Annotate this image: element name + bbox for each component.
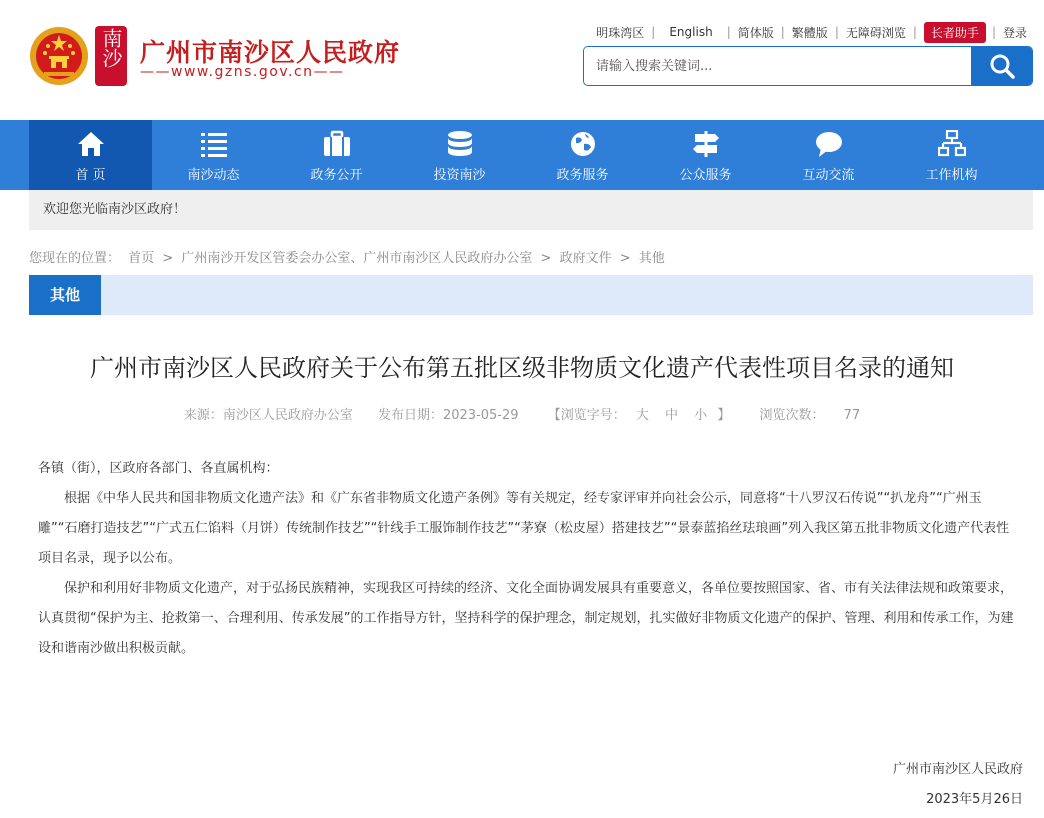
nansha-seal-logo [95, 26, 127, 86]
paragraph: 保护和利用好非物质文化遗产，对于弘扬民族精神，实现我区可持续的经济、文化全面协调发展具有重要意义，各单位要按照国家、省、市有关法律法规和政策要求，认真贯彻“保护为主、抢救第一、合理利用、传承发展”的工作指导方针，坚持科学的保护理念，制定规划，扎实做好非物质文化遗产的保护、管理、利用和传承工作，为建设和谐南沙做出积极贡献。 [38, 581, 1014, 656]
separator: | [726, 25, 731, 39]
article-signature-block [893, 755, 1023, 815]
separator: | [991, 25, 996, 39]
nav-label: 南沙动态 [187, 168, 240, 183]
nav-label: 政务公开 [310, 168, 363, 183]
top-links [589, 21, 1034, 43]
fontsize-close: 】 [717, 408, 731, 423]
signature: 广州市南沙区人民政府 [892, 762, 1023, 777]
nav-item-gov-affairs[interactable] [275, 120, 398, 190]
list-icon [200, 130, 228, 158]
nav-item-agencies[interactable] [890, 120, 1013, 190]
nav-item-home[interactable] [29, 120, 152, 190]
separator: | [780, 25, 785, 39]
toplink-mingzhuwan[interactable]: 明珠湾区 [596, 25, 645, 40]
site-header [0, 0, 1044, 120]
site-title[interactable]: 广州市南沙区人民政府 [140, 38, 401, 67]
toplink-english[interactable]: English [669, 25, 713, 39]
breadcrumb-office[interactable]: 广州南沙开发区管委会办公室、广州市南沙区人民政府办公室 [181, 251, 533, 266]
briefcase-icon [323, 130, 351, 158]
nav-label: 公众服务 [679, 168, 732, 183]
separator: | [912, 25, 917, 39]
nav-item-invest[interactable] [398, 120, 521, 190]
breadcrumb-separator: > [162, 251, 174, 266]
paragraph: 根据《中华人民共和国非物质文化遗产法》和《广东省非物质文化遗产条例》等有关规定，经专家评审并向社会公示，同意将“十八罗汉石传说”“扒龙舟”“广州玉雕”“石磨打造技艺”“广式五仁馅料（月饼）传统制作技艺”“针线手工服饰制作技艺”“茅寮（松皮屋）搭建技艺”“景泰蓝掐丝珐琅画”列入我区第五批非物质文化遗产代表性项目名录，现予以公布。 [38, 491, 1010, 566]
fontsize-large[interactable]: 大 [635, 408, 649, 423]
site-url: ——www.gzns.gov.cn—— [140, 64, 345, 80]
search-icon [989, 53, 1015, 79]
signpost-icon [692, 130, 720, 158]
views-label: 浏览次数： [759, 408, 825, 423]
article-meta [0, 404, 1044, 423]
chat-icon [815, 130, 843, 158]
nav-item-interaction[interactable] [767, 120, 890, 190]
article-source: 来源：南沙区人民政府办公室 [183, 408, 353, 423]
elder-assistant-button[interactable]: 长者助手 [924, 22, 986, 43]
breadcrumb-separator: > [619, 251, 631, 266]
article-date: 发布日期：2023-05-29 [377, 408, 519, 423]
search-button[interactable] [971, 47, 1032, 85]
separator: | [834, 25, 839, 39]
fontsize-control [548, 408, 735, 423]
nav-item-public-services[interactable] [644, 120, 767, 190]
toplink-simplified[interactable]: 简体版 [737, 25, 774, 40]
nav-item-news[interactable] [152, 120, 275, 190]
fontsize-small[interactable]: 小 [694, 408, 708, 423]
fontsize-label: 【浏览字号： [547, 408, 626, 423]
nav-label: 工作机构 [925, 168, 978, 183]
welcome-banner: 欢迎您光临南沙区政府！ [29, 190, 1033, 230]
section-tag[interactable]: 其他 [29, 275, 101, 315]
views-count: 77 [843, 408, 861, 423]
search-input[interactable] [584, 47, 971, 85]
seal-text: 南沙 [99, 28, 123, 68]
breadcrumb-home[interactable]: 首页 [128, 251, 155, 266]
breadcrumb-separator: > [540, 251, 552, 266]
article-title: 广州市南沙区人民政府关于公布第五批区级非物质文化遗产代表性项目名录的通知 [90, 354, 954, 382]
sign-date: 2023年5月26日 [926, 792, 1023, 807]
breadcrumb [29, 247, 669, 266]
nav-label: 互动交流 [802, 168, 855, 183]
main-nav [0, 120, 1044, 190]
breadcrumb-other[interactable]: 其他 [638, 251, 665, 266]
nav-label: 政务服务 [556, 168, 609, 183]
nav-item-gov-services[interactable] [521, 120, 644, 190]
fontsize-medium[interactable]: 中 [665, 408, 679, 423]
toplink-traditional[interactable]: 繁體版 [791, 25, 828, 40]
separator: | [651, 25, 656, 39]
home-icon [77, 130, 105, 158]
breadcrumb-gov-docs[interactable]: 政府文件 [559, 251, 612, 266]
org-chart-icon [938, 130, 966, 158]
search-box [583, 46, 1033, 86]
login-link[interactable]: 登录 [1002, 25, 1027, 40]
toplink-accessibility[interactable]: 无障碍浏览 [845, 25, 906, 40]
globe-icon [569, 130, 597, 158]
breadcrumb-prefix: 您现在的位置： [29, 251, 121, 266]
national-emblem-icon [29, 26, 89, 86]
nav-label: 投资南沙 [433, 168, 486, 183]
salutation: 各镇（街），区政府各部门、各直属机构： [38, 461, 279, 476]
section-bar [29, 275, 1033, 315]
nav-label: 首 页 [75, 168, 106, 183]
article-body [38, 454, 1018, 664]
database-icon [446, 130, 474, 158]
